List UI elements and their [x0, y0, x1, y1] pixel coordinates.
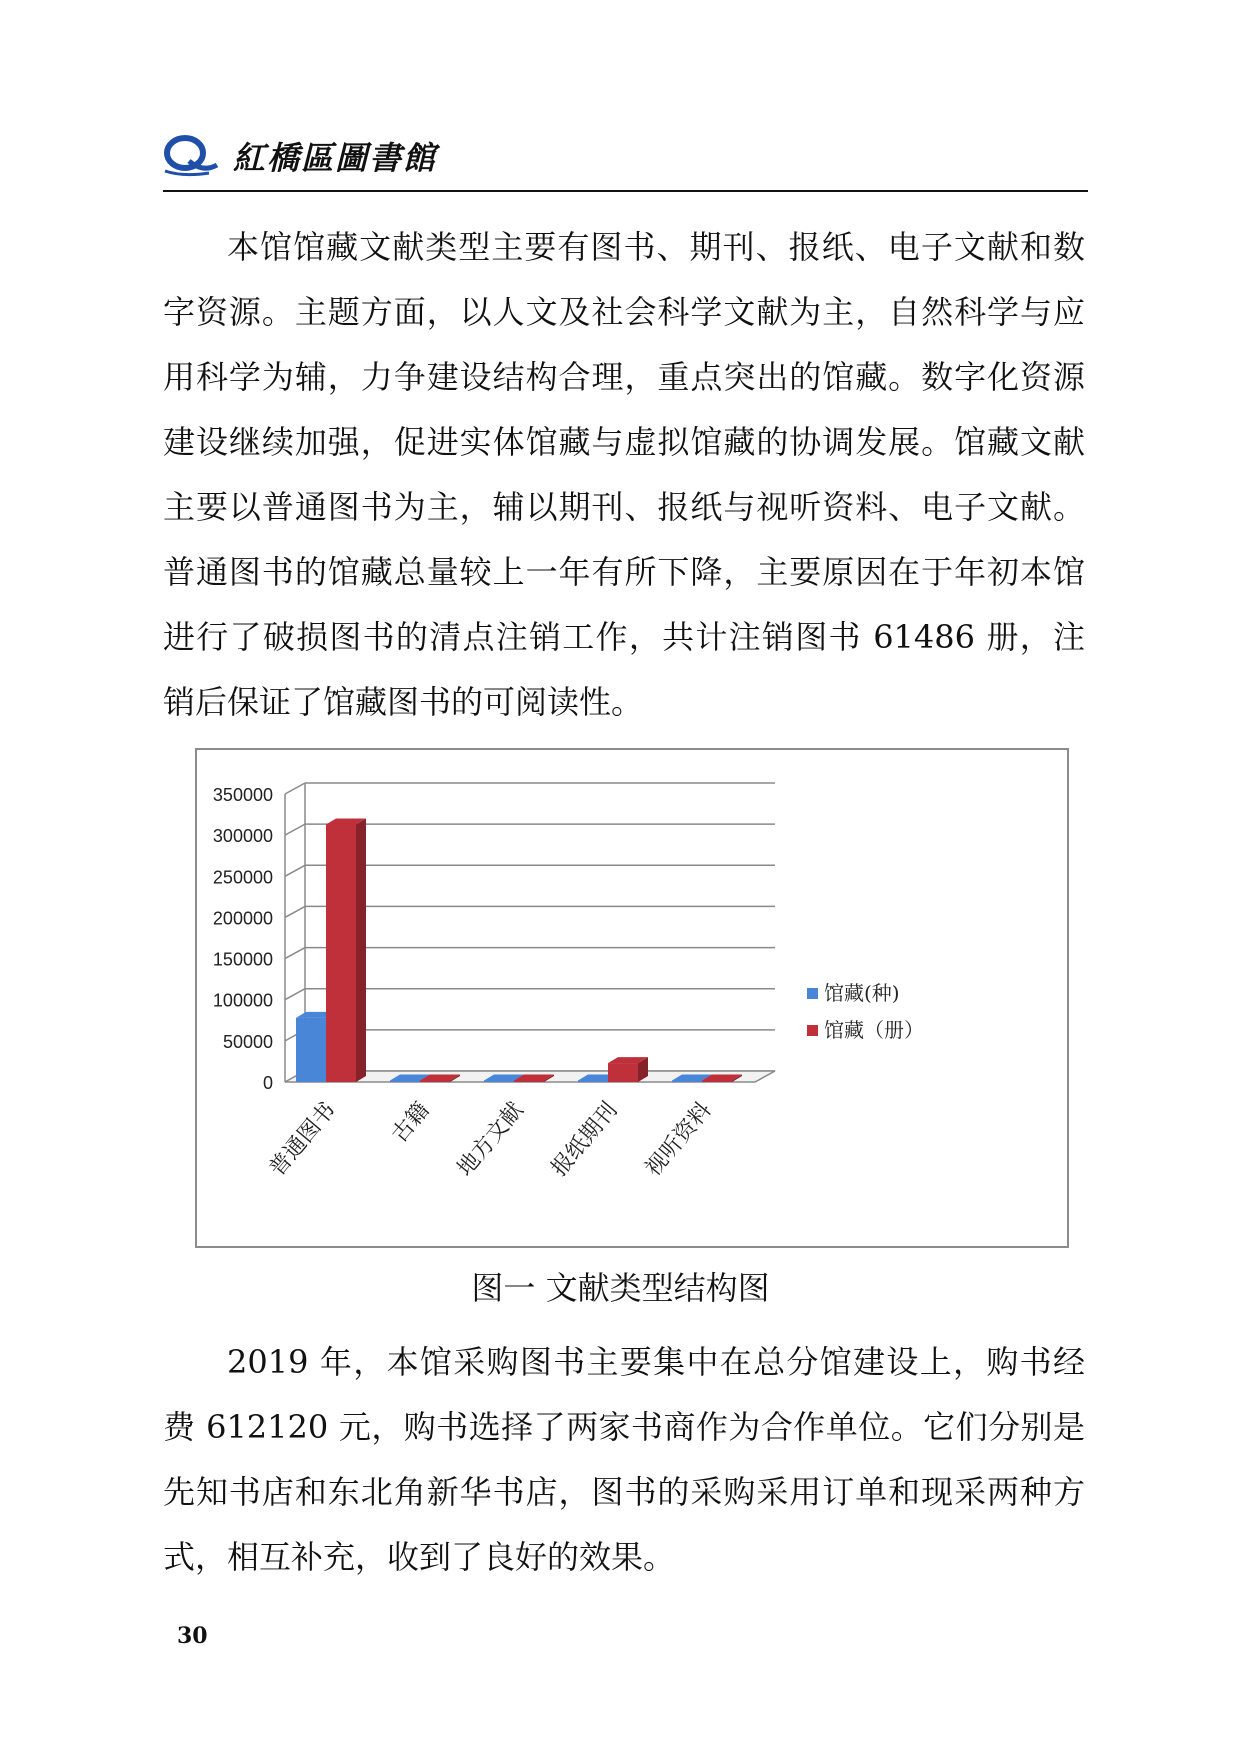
y-tick-label: 150000: [212, 949, 273, 970]
gridline-side: [285, 783, 305, 794]
y-tick-label: 300000: [212, 826, 273, 847]
x-tick-label: 普通图书: [264, 1097, 341, 1182]
bar-side: [356, 818, 366, 1082]
header-divider: [163, 190, 1088, 192]
legend-label: 馆藏(种): [824, 981, 900, 1005]
x-tick-label: 报纸期刊: [546, 1097, 623, 1182]
chart-canvas: [197, 750, 1067, 1246]
bar: [484, 1081, 514, 1083]
gridline-side: [285, 906, 305, 917]
bar: [390, 1081, 420, 1083]
legend-label: 馆藏（册）: [824, 1018, 924, 1042]
bar: [578, 1081, 608, 1083]
y-tick-label: 100000: [212, 990, 273, 1011]
y-tick-label: 200000: [212, 908, 273, 929]
library-logo-icon: [163, 131, 219, 177]
bar: [702, 1081, 732, 1083]
body-paragraph-2: 2019 年，本馆采购图书主要集中在总分馆建设上，购书经费 612120 元，购书选择了两家书商作为合作单位。它们分别是先知书店和东北角新华书店，图书的采购采用订单和现采两种方式，相互补充，收到了良好的效果。: [163, 1343, 1085, 1576]
x-tick-label: 古籍: [387, 1097, 435, 1148]
y-tick-label: 250000: [212, 867, 273, 888]
x-tick-label: 视听资料: [640, 1097, 717, 1182]
legend-swatch: [807, 1025, 818, 1036]
figure-caption: 图一 文献类型结构图: [471, 1269, 770, 1307]
page-number: 30: [177, 1623, 208, 1649]
y-tick-label: 0: [262, 1073, 273, 1093]
bar: [420, 1081, 450, 1083]
legend-swatch: [807, 988, 818, 999]
x-tick-label: 地方文献: [452, 1097, 529, 1182]
library-name: 紅橋區圖書館: [233, 139, 438, 177]
page-header: [163, 125, 1083, 193]
bar: [296, 1018, 326, 1082]
gridline-side: [285, 989, 305, 1000]
gridline-side: [285, 948, 305, 959]
gridline-side: [285, 824, 305, 835]
gridline-side: [285, 865, 305, 876]
y-tick-label: 50000: [222, 1031, 273, 1052]
bar: [672, 1081, 702, 1083]
body-paragraph-1: 本馆馆藏文献类型主要有图书、期刊、报纸、电子文献和数字资源。主题方面，以人文及社会科学文献为主，自然科学与应用科学为辅，力争建设结构合理，重点突出的馆藏。数字化资源建设继续加强，促进实体馆藏与虚拟馆藏的协调发展。馆藏文献主要以普通图书为主，辅以期刊、报纸与视听资料、电子文献。普通图书的馆藏总量较上一年有所下降，主要原因在于年初本馆进行了破损图书的清点注销工作，共计注销图书 61486 册，注销后保证了馆藏图书的可阅读性。: [163, 228, 1085, 721]
bar: [608, 1063, 638, 1082]
bar: [326, 824, 356, 1082]
bar-chart: [195, 748, 1069, 1248]
y-tick-label: 350000: [212, 785, 273, 805]
bar: [514, 1081, 544, 1083]
